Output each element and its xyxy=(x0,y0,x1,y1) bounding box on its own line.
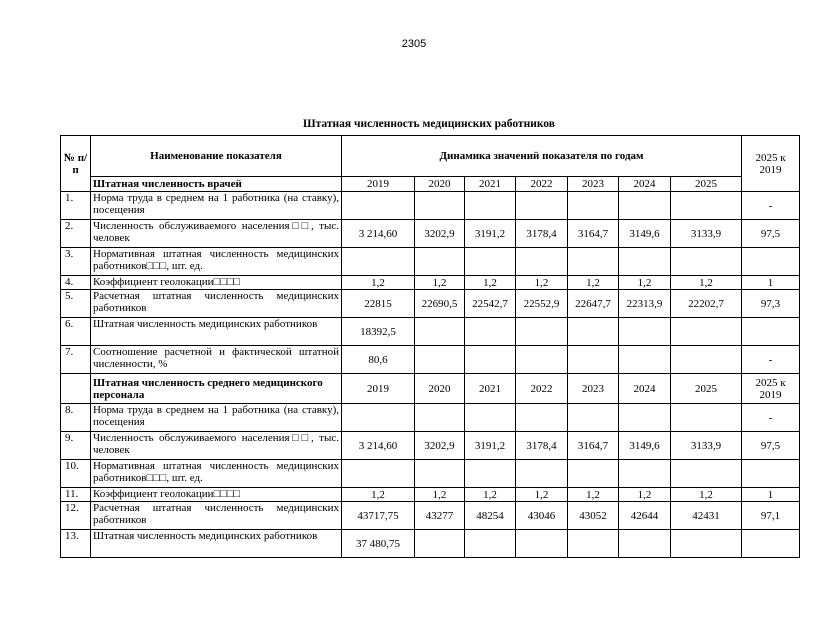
row-number: 3. xyxy=(61,248,91,276)
row-number: 1. xyxy=(61,192,91,220)
year-cell: 2022 xyxy=(516,177,568,192)
value-cell xyxy=(415,192,465,220)
indicator-name: Нормативная штатная численность медицинских работников□□□, шт. ед. xyxy=(91,248,342,276)
table-row xyxy=(61,460,800,488)
value-cell: 1,2 xyxy=(671,276,742,290)
ratio-cell: 1 xyxy=(742,276,800,290)
table-header-row xyxy=(61,136,800,177)
section-ratio: 2025 к 2019 xyxy=(742,374,800,404)
ratio-cell: 1 xyxy=(742,488,800,502)
value-cell: 3202,9 xyxy=(415,432,465,460)
document-title: Штатная численность медицинских работников xyxy=(303,118,555,130)
value-cell: 1,2 xyxy=(568,488,619,502)
value-cell xyxy=(671,318,742,346)
table-row xyxy=(61,220,800,248)
value-cell: 1,2 xyxy=(465,488,516,502)
value-cell xyxy=(619,530,671,558)
value-cell xyxy=(619,192,671,220)
ratio-cell: - xyxy=(742,346,800,374)
row-number: 6. xyxy=(61,318,91,346)
section-row xyxy=(61,374,800,404)
year-cell: 2023 xyxy=(568,177,619,192)
row-number: 10. xyxy=(61,460,91,488)
value-cell: 1,2 xyxy=(342,488,415,502)
value-cell: 22690,5 xyxy=(415,290,465,318)
table-row xyxy=(61,318,800,346)
ratio-cell xyxy=(742,248,800,276)
value-cell: 1,2 xyxy=(516,488,568,502)
value-cell: 18392,5 xyxy=(342,318,415,346)
value-cell xyxy=(516,530,568,558)
ratio-cell: - xyxy=(742,404,800,432)
value-cell xyxy=(671,192,742,220)
value-cell: 42644 xyxy=(619,502,671,530)
value-cell xyxy=(619,346,671,374)
indicator-name: Численность обслуживаемого населения□□, тыс. человек xyxy=(91,220,342,248)
value-cell xyxy=(619,404,671,432)
value-cell xyxy=(342,460,415,488)
ratio-cell xyxy=(742,530,800,558)
value-cell: 1,2 xyxy=(342,276,415,290)
row-number: 7. xyxy=(61,346,91,374)
value-cell xyxy=(415,530,465,558)
staff-table xyxy=(60,135,800,558)
value-cell xyxy=(415,460,465,488)
indicator-name: Численность обслуживаемого населения□□, тыс. человек xyxy=(91,432,342,460)
ratio-cell xyxy=(742,318,800,346)
ratio-cell xyxy=(742,460,800,488)
indicator-name: Нормативная штатная численность медицинских работников□□□, шт. ед. xyxy=(91,460,342,488)
value-cell xyxy=(671,346,742,374)
indicator-name: Штатная численность медицинских работников xyxy=(91,530,342,558)
page-number: 2305 xyxy=(401,38,427,50)
section-row xyxy=(61,177,800,192)
value-cell xyxy=(342,404,415,432)
value-cell: 37 480,75 xyxy=(342,530,415,558)
value-cell: 3178,4 xyxy=(516,220,568,248)
value-cell xyxy=(516,248,568,276)
value-cell: 43046 xyxy=(516,502,568,530)
row-number: 5. xyxy=(61,290,91,318)
value-cell: 3149,6 xyxy=(619,220,671,248)
header-ratio: 2025 к 2019 xyxy=(742,136,800,192)
value-cell xyxy=(568,248,619,276)
value-cell xyxy=(465,248,516,276)
year-cell: 2023 xyxy=(568,374,619,404)
table-row xyxy=(61,290,800,318)
row-number: 9. xyxy=(61,432,91,460)
value-cell xyxy=(516,192,568,220)
indicator-name: Расчетная штатная численность медицинских работников xyxy=(91,290,342,318)
value-cell xyxy=(415,248,465,276)
year-cell: 2024 xyxy=(619,374,671,404)
indicator-name: Коэффициент геолокации□□□□ xyxy=(91,488,342,502)
value-cell xyxy=(568,346,619,374)
row-number: 13. xyxy=(61,530,91,558)
value-cell xyxy=(465,404,516,432)
year-cell: 2020 xyxy=(415,177,465,192)
ratio-cell: 97,5 xyxy=(742,432,800,460)
value-cell xyxy=(671,460,742,488)
value-cell: 22647,7 xyxy=(568,290,619,318)
header-num: № п/п xyxy=(61,136,91,192)
value-cell: 1,2 xyxy=(619,488,671,502)
value-cell: 3 214,60 xyxy=(342,432,415,460)
table-row xyxy=(61,276,800,290)
value-cell xyxy=(516,404,568,432)
value-cell: 1,2 xyxy=(415,488,465,502)
table-row xyxy=(61,530,800,558)
year-cell: 2025 xyxy=(671,177,742,192)
value-cell: 3178,4 xyxy=(516,432,568,460)
value-cell: 3191,2 xyxy=(465,432,516,460)
value-cell: 3133,9 xyxy=(671,432,742,460)
value-cell xyxy=(619,460,671,488)
value-cell xyxy=(671,404,742,432)
year-cell: 2021 xyxy=(465,374,516,404)
value-cell: 1,2 xyxy=(415,276,465,290)
value-cell: 1,2 xyxy=(568,276,619,290)
value-cell: 48254 xyxy=(465,502,516,530)
value-cell: 3149,6 xyxy=(619,432,671,460)
row-number: 2. xyxy=(61,220,91,248)
indicator-name: Коэффициент геолокации□□□□ xyxy=(91,276,342,290)
table-row xyxy=(61,404,800,432)
table-row xyxy=(61,192,800,220)
value-cell: 43277 xyxy=(415,502,465,530)
value-cell xyxy=(568,318,619,346)
value-cell: 1,2 xyxy=(516,276,568,290)
value-cell: 42431 xyxy=(671,502,742,530)
table-row xyxy=(61,346,800,374)
indicator-name: Соотношение расчетной и фактической штатной численности, % xyxy=(91,346,342,374)
value-cell xyxy=(568,192,619,220)
year-cell: 2019 xyxy=(342,374,415,404)
indicator-name: Расчетная штатная численность медицинских работников xyxy=(91,502,342,530)
value-cell: 22815 xyxy=(342,290,415,318)
header-indicator: Наименование показателя xyxy=(91,136,342,177)
header-dynamics: Динамика значений показателя по годам xyxy=(342,136,742,177)
value-cell xyxy=(516,460,568,488)
value-cell xyxy=(465,192,516,220)
value-cell: 22542,7 xyxy=(465,290,516,318)
value-cell xyxy=(671,248,742,276)
section-num-cell xyxy=(61,374,91,404)
value-cell: 80,6 xyxy=(342,346,415,374)
value-cell: 3 214,60 xyxy=(342,220,415,248)
value-cell xyxy=(671,530,742,558)
value-cell: 22202,7 xyxy=(671,290,742,318)
ratio-cell: - xyxy=(742,192,800,220)
indicator-name: Норма труда в среднем на 1 работника (на ставку), посещения xyxy=(91,404,342,432)
year-cell: 2025 xyxy=(671,374,742,404)
value-cell xyxy=(465,530,516,558)
value-cell xyxy=(516,318,568,346)
value-cell xyxy=(465,346,516,374)
row-number: 12. xyxy=(61,502,91,530)
value-cell: 3133,9 xyxy=(671,220,742,248)
value-cell xyxy=(568,530,619,558)
table-row xyxy=(61,248,800,276)
table-row xyxy=(61,432,800,460)
value-cell xyxy=(619,248,671,276)
value-cell: 1,2 xyxy=(671,488,742,502)
value-cell: 3191,2 xyxy=(465,220,516,248)
table-row xyxy=(61,488,800,502)
row-number: 8. xyxy=(61,404,91,432)
value-cell: 43052 xyxy=(568,502,619,530)
value-cell xyxy=(415,346,465,374)
value-cell xyxy=(568,460,619,488)
value-cell xyxy=(465,460,516,488)
year-cell: 2024 xyxy=(619,177,671,192)
value-cell xyxy=(619,318,671,346)
ratio-cell: 97,3 xyxy=(742,290,800,318)
value-cell xyxy=(342,248,415,276)
year-cell: 2021 xyxy=(465,177,516,192)
indicator-name: Штатная численность медицинских работников xyxy=(91,318,342,346)
value-cell: 3164,7 xyxy=(568,432,619,460)
value-cell: 22313,9 xyxy=(619,290,671,318)
value-cell xyxy=(342,192,415,220)
year-cell: 2020 xyxy=(415,374,465,404)
row-number: 11. xyxy=(61,488,91,502)
value-cell xyxy=(465,318,516,346)
value-cell: 1,2 xyxy=(619,276,671,290)
year-cell: 2019 xyxy=(342,177,415,192)
value-cell xyxy=(568,404,619,432)
section-title: Штатная численность среднего медицинского персонала xyxy=(91,374,342,404)
value-cell xyxy=(415,318,465,346)
year-cell: 2022 xyxy=(516,374,568,404)
ratio-cell: 97,5 xyxy=(742,220,800,248)
value-cell: 3202,9 xyxy=(415,220,465,248)
ratio-cell: 97,1 xyxy=(742,502,800,530)
value-cell: 22552,9 xyxy=(516,290,568,318)
value-cell: 1,2 xyxy=(465,276,516,290)
indicator-name: Норма труда в среднем на 1 работника (на ставку), посещения xyxy=(91,192,342,220)
table-row xyxy=(61,502,800,530)
value-cell xyxy=(516,346,568,374)
section-title: Штатная численность врачей xyxy=(91,177,342,192)
value-cell: 3164,7 xyxy=(568,220,619,248)
value-cell xyxy=(415,404,465,432)
row-number: 4. xyxy=(61,276,91,290)
value-cell: 43717,75 xyxy=(342,502,415,530)
